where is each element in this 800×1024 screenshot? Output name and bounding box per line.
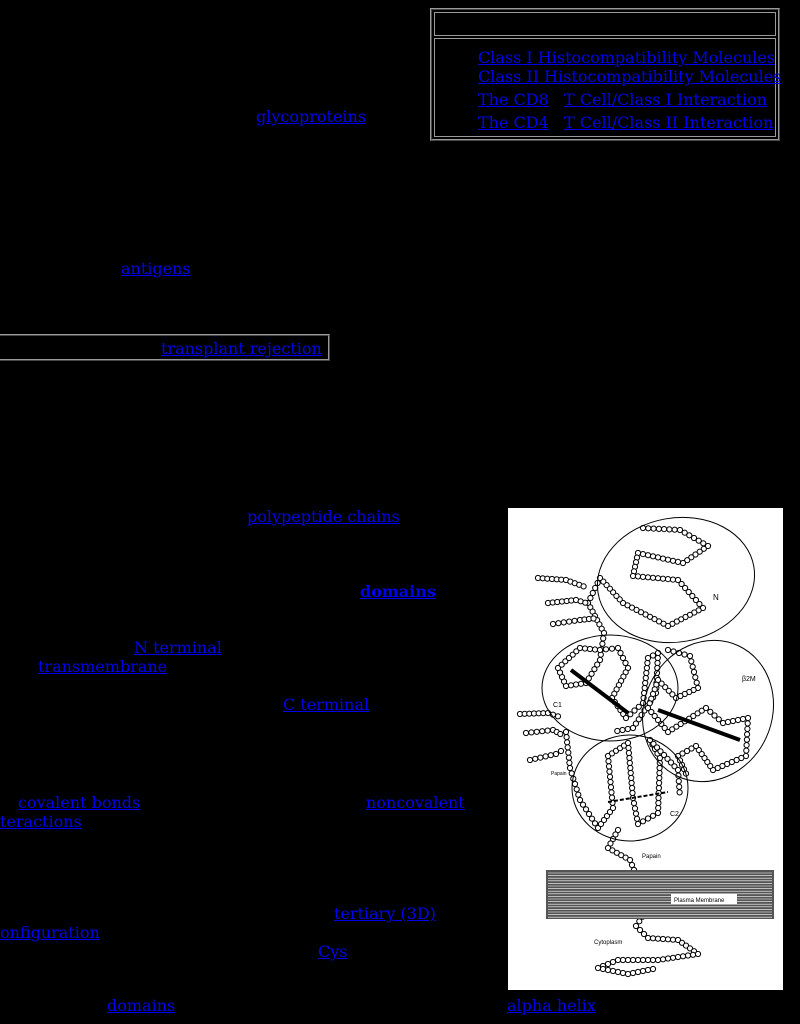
residue-bead — [644, 670, 649, 675]
residue-bead — [730, 718, 735, 723]
residue-bead — [630, 790, 635, 795]
residue-bead — [581, 584, 586, 589]
residue-bead — [660, 576, 665, 581]
residue-bead — [608, 785, 613, 790]
residue-bead — [561, 620, 566, 625]
residue-bead — [675, 767, 680, 772]
residue-bead — [650, 957, 655, 962]
residue-bead — [675, 954, 680, 959]
residue-bead — [677, 790, 682, 795]
link-interactions[interactable]: teractions — [0, 812, 82, 831]
residue-bead — [568, 683, 573, 688]
residue-bead — [650, 936, 655, 941]
residue-bead — [629, 780, 634, 785]
residue-bead — [538, 755, 543, 760]
link-cys[interactable]: Cys — [318, 942, 348, 961]
residue-bead — [656, 785, 661, 790]
mhc-molecule-figure — [508, 508, 783, 990]
residue-bead — [543, 754, 548, 759]
residue-bead — [635, 821, 640, 826]
residue-bead — [632, 708, 637, 713]
label-n: N — [713, 593, 719, 602]
residue-bead — [643, 680, 648, 685]
toc-link-tcell-class-ii[interactable]: T Cell/Class II Interaction — [564, 113, 774, 132]
residue-bead — [540, 729, 545, 734]
residue-bead — [600, 641, 605, 646]
residue-bead — [620, 727, 625, 732]
residue-bead — [583, 600, 588, 605]
residue-bead — [744, 748, 749, 753]
residue-bead — [676, 779, 681, 784]
residue-bead — [645, 816, 650, 821]
residue-bead — [645, 935, 650, 940]
link-n-terminal[interactable]: N terminal — [134, 638, 222, 657]
residue-bead — [628, 765, 633, 770]
residue-bead — [655, 936, 660, 941]
residue-bead — [550, 621, 555, 626]
toc-link-cd4[interactable]: The CD4 — [478, 113, 549, 132]
label-c2: C2 — [670, 811, 679, 818]
residue-bead — [645, 957, 650, 962]
residue-bead — [626, 745, 631, 750]
toc-link-cd8[interactable]: The CD8 — [478, 90, 549, 109]
residue-bead — [567, 619, 572, 624]
residue-bead — [640, 819, 645, 824]
residue-bead — [656, 800, 661, 805]
residue-bead — [660, 936, 665, 941]
residue-bead — [693, 675, 698, 680]
residue-bead — [637, 919, 642, 924]
toc-link-class-ii[interactable]: Class II Histocompatibility Molecules — [478, 67, 782, 86]
residue-bead — [745, 732, 750, 737]
residue-bead — [565, 745, 570, 750]
residue-bead — [577, 797, 582, 802]
residue-bead — [645, 655, 650, 660]
residue-bead — [620, 957, 625, 962]
residue-bead — [645, 660, 650, 665]
residue-bead — [625, 957, 630, 962]
residue-bead — [610, 959, 615, 964]
residue-bead — [687, 653, 692, 658]
residue-bead — [645, 553, 650, 558]
residue-bead — [606, 764, 611, 769]
link-polypeptide-chains[interactable]: polypeptide chains — [247, 507, 400, 526]
residue-bead — [650, 575, 655, 580]
residue-bead — [574, 787, 579, 792]
residue-bead — [620, 970, 625, 975]
residue-bead — [657, 765, 662, 770]
residue-bead — [632, 806, 637, 811]
residue-bead — [533, 756, 538, 761]
residue-bead — [656, 795, 661, 800]
residue-bead — [667, 527, 672, 532]
link-tertiary[interactable]: tertiary (3D) — [334, 904, 436, 923]
toc-link-class-i[interactable]: Class I Histocompatibility Molecules — [478, 48, 776, 67]
residue-bead — [615, 957, 620, 962]
residue-bead — [644, 665, 649, 670]
residue-bead — [626, 750, 631, 755]
residue-bead — [665, 557, 670, 562]
residue-bead — [630, 725, 635, 730]
residue-bead — [628, 770, 633, 775]
residue-bead — [629, 862, 634, 867]
residue-bead — [529, 730, 534, 735]
residue-bead — [640, 574, 645, 579]
residue-bead — [623, 660, 628, 665]
residue-bead — [740, 716, 745, 721]
residue-bead — [609, 646, 614, 651]
residue-bead — [607, 774, 612, 779]
residue-bead — [695, 951, 700, 956]
residue-bead — [690, 664, 695, 669]
link-noncovalent[interactable]: noncovalent — [366, 793, 465, 812]
residue-bead — [645, 575, 650, 580]
link-configuration[interactable]: onfiguration — [0, 923, 100, 942]
residue-bead — [680, 560, 685, 565]
residue-bead — [615, 969, 620, 974]
residue-bead — [527, 757, 532, 762]
residue-bead — [657, 770, 662, 775]
residue-bead — [567, 765, 572, 770]
residue-bead — [625, 726, 630, 731]
residue-bead — [627, 857, 632, 862]
residue-bead — [630, 573, 635, 578]
residue-bead — [634, 816, 639, 821]
residue-bead — [745, 715, 750, 720]
residue-bead — [555, 714, 560, 719]
residue-bead — [655, 660, 660, 665]
residue-bead — [670, 955, 675, 960]
residue-bead — [646, 526, 651, 531]
link-antigens[interactable]: antigens — [121, 259, 191, 278]
residue-bead — [665, 647, 670, 652]
residue-bead — [657, 775, 662, 780]
residue-bead — [592, 821, 597, 826]
residue-bead — [725, 719, 730, 724]
label-b2m: β2M — [742, 676, 756, 683]
residue-bead — [635, 969, 640, 974]
residue-bead — [566, 755, 571, 760]
residue-bead — [657, 780, 662, 785]
toc-box — [430, 8, 780, 141]
residue-bead — [605, 961, 610, 966]
residue-bead — [744, 743, 749, 748]
residue-bead — [609, 795, 614, 800]
residue-bead — [573, 682, 578, 687]
residue-bead — [735, 717, 740, 722]
residue-bead — [675, 559, 680, 564]
residue-bead — [588, 595, 593, 600]
residue-bead — [629, 775, 634, 780]
residue-bead — [655, 650, 660, 655]
residue-bead — [623, 715, 628, 720]
residue-bead — [610, 968, 615, 973]
residue-bead — [572, 618, 577, 623]
residue-bead — [606, 759, 611, 764]
residue-bead — [607, 769, 612, 774]
residue-bead — [558, 748, 563, 753]
residue-bead — [694, 680, 699, 685]
residue-bead — [670, 577, 675, 582]
residue-bead — [640, 968, 645, 973]
label-papain-left: Papain — [551, 771, 567, 777]
link-c-terminal[interactable]: C terminal — [283, 695, 370, 714]
residue-bead — [578, 681, 583, 686]
residue-bead — [601, 636, 606, 641]
residue-bead — [627, 760, 632, 765]
residue-bead — [672, 527, 677, 532]
residue-bead — [712, 713, 717, 718]
residue-bead — [534, 729, 539, 734]
residue-bead — [655, 576, 660, 581]
link-glycoproteins[interactable]: glycoproteins — [256, 107, 367, 126]
residue-bead — [665, 956, 670, 961]
residue-bead — [627, 755, 632, 760]
residue-bead — [630, 970, 635, 975]
residue-bead — [615, 728, 620, 733]
residue-bead — [685, 953, 690, 958]
residue-bead — [587, 646, 592, 651]
residue-bead — [650, 554, 655, 559]
residue-bead — [625, 740, 630, 745]
toc-link-tcell-class-i[interactable]: T Cell/Class I Interaction — [564, 90, 768, 109]
residue-bead — [564, 735, 569, 740]
residue-bead — [665, 937, 670, 942]
residue-bead — [609, 790, 614, 795]
residue-bead — [597, 647, 602, 652]
link-alpha-helix[interactable]: alpha helix — [507, 996, 596, 1015]
residue-bead — [720, 720, 725, 725]
residue-bead — [558, 731, 563, 736]
residue-bead — [603, 647, 608, 652]
residue-bead — [553, 751, 558, 756]
residue-bead — [660, 556, 665, 561]
residue-bead — [633, 811, 638, 816]
link-transplant-rejection[interactable]: transplant rejection — [161, 339, 322, 358]
residue-bead — [703, 705, 708, 710]
residue-bead — [618, 650, 623, 655]
residue-bead — [577, 645, 582, 650]
residue-bead — [556, 621, 561, 626]
residue-bead — [656, 805, 661, 810]
residue-bead — [595, 965, 600, 970]
label-cytoplasm: Cytoplasm — [594, 940, 623, 946]
residue-bead — [640, 957, 645, 962]
link-domains[interactable]: domains — [107, 996, 176, 1015]
residue-bead — [656, 526, 661, 531]
residue-bead — [680, 954, 685, 959]
residue-bead — [625, 971, 630, 976]
residue-bead — [582, 646, 587, 651]
label-papain: Papain — [642, 854, 661, 860]
residue-bead — [565, 740, 570, 745]
residue-bead — [682, 652, 687, 657]
residue-bead — [655, 655, 660, 660]
link-covalent-bonds[interactable]: covalent bonds — [18, 793, 141, 812]
residue-bead — [689, 659, 694, 664]
residue-bead — [690, 952, 695, 957]
residue-bead — [630, 785, 635, 790]
residue-bead — [615, 645, 620, 650]
residue-bead — [610, 805, 615, 810]
residue-bead — [655, 555, 660, 560]
transplant-rejection-box — [0, 334, 330, 361]
residue-bead — [745, 721, 750, 726]
residue-bead — [631, 801, 636, 806]
residue-bead — [591, 616, 596, 621]
residue-bead — [635, 957, 640, 962]
disulfide-c1 — [571, 670, 628, 713]
label-plasma-membrane: Plasma Membrane — [674, 898, 725, 904]
residue-bead — [567, 760, 572, 765]
residue-bead — [630, 957, 635, 962]
residue-bead — [548, 753, 553, 758]
plasma-membrane — [546, 870, 774, 919]
residue-bead — [650, 813, 655, 818]
residue-bead — [583, 807, 588, 812]
residue-bead — [662, 527, 667, 532]
toc-body — [434, 38, 782, 137]
toc-header — [434, 12, 776, 36]
residue-bead — [645, 967, 650, 972]
residue-bead — [677, 784, 682, 789]
label-c1: C1 — [553, 702, 562, 709]
residue-bead — [592, 647, 597, 652]
residue-bead — [643, 675, 648, 680]
residue-bead — [655, 957, 660, 962]
residue-bead — [691, 669, 696, 674]
residue-bead — [655, 810, 660, 815]
residue-bead — [545, 728, 550, 733]
residue-bead — [572, 781, 577, 786]
residue-bead — [635, 574, 640, 579]
residue-bead — [660, 957, 665, 962]
residue-bead — [651, 526, 656, 531]
residue-bead — [744, 737, 749, 742]
link-domains-bold[interactable]: domains — [360, 582, 436, 601]
residue-bead — [640, 552, 645, 557]
residue-bead — [523, 730, 528, 735]
residue-bead — [650, 966, 655, 971]
residue-bead — [600, 966, 605, 971]
residue-bead — [665, 577, 670, 582]
residue-bead — [586, 811, 591, 816]
residue-bead — [590, 590, 595, 595]
residue-bead — [566, 750, 571, 755]
residue-bead — [745, 726, 750, 731]
residue-bead — [670, 558, 675, 563]
residue-bead — [576, 792, 581, 797]
residue-bead — [620, 655, 625, 660]
link-transmembrane[interactable]: transmembrane — [38, 657, 168, 676]
residue-bead — [608, 779, 613, 784]
residue-bead — [670, 937, 675, 942]
residue-bead — [642, 685, 647, 690]
residue-bead — [605, 967, 610, 972]
